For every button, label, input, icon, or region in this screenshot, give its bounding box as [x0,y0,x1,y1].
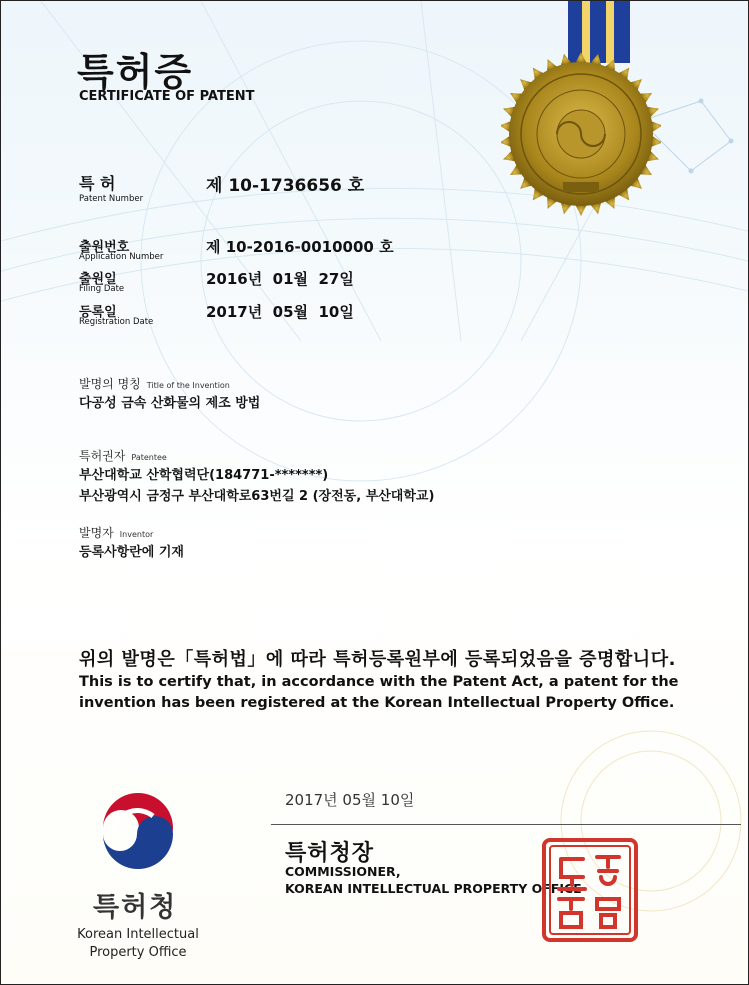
issue-date: 2017년 05월 10일 [285,791,415,809]
invention-label-english: Title of the Invention [146,381,230,390]
certificate-title-korean: 특허증 [77,50,194,94]
patent-label-english: Patent Number [79,194,144,204]
filing-date-label-english: Filing Date [79,284,125,294]
commissioner-title-korean: 특허청장 [285,841,375,866]
kipo-taegeuk-logo-icon [93,786,183,876]
registration-date-value: 2017년 05월 10일 [206,303,354,321]
inventor-label-english: Inventor [119,530,154,539]
application-label-korean: 출원번호 [79,240,130,255]
kipo-name-korean: 특허청 [93,892,178,923]
patentee-label-korean: 특허권자 [79,449,126,463]
certification-statement-korean: 위의 발명은「특허법」에 따라 특허등록원부에 등록되었음을 증명합니다. [79,649,676,670]
invention-label [79,373,230,392]
gold-medal-seal-icon [501,46,661,221]
patent-number-value: 제 10-1736656 호 [206,176,365,196]
invention-label-korean: 발명의 명칭 [79,377,141,391]
application-number-value: 제 10-2016-0010000 호 [206,238,394,256]
patentee-address: 부산광역시 금정구 부산대학로63번길 2 (장전동, 부산대학교) [79,489,435,504]
invention-title-value: 다공성 금속 산화물의 제조 방법 [79,396,261,411]
filing-date-label-korean: 출원일 [79,272,117,287]
registration-date-label-english: Registration Date [79,317,154,327]
inventor-value: 등록사항란에 기재 [79,545,184,560]
signature-divider [271,824,741,825]
registration-date-label-korean: 등록일 [79,305,117,320]
patentee-label-english: Patentee [131,453,167,462]
certificate-title-english: CERTIFICATE OF PATENT [79,89,255,104]
kipo-name-line-1: Korean Intellectual [77,927,199,942]
inventor-label [79,522,153,541]
kipo-name-line-2: Property Office [89,945,187,960]
red-official-seal-icon [541,837,639,943]
patentee-label [79,445,167,464]
patent-label-korean: 특 허 [79,174,116,193]
commissioner-title-english [285,863,582,897]
certification-statement-english: This is to certify that, in accordance with the Patent Act, a patent for the invention has been registered at the Korean Intellectual Property Office. [79,674,679,711]
inventor-label-korean: 발명자 [79,526,114,540]
patentee-name: 부산대학교 산학협력단(184771-*******) [79,468,329,483]
filing-date-value: 2016년 01월 27일 [206,270,354,288]
kipo-name-english [63,926,213,962]
commissioner-line-1: COMMISSIONER, [285,864,401,879]
commissioner-line-2: KOREAN INTELLECTUAL PROPERTY OFFICE [285,881,582,896]
application-label-english: Application Number [79,252,164,262]
